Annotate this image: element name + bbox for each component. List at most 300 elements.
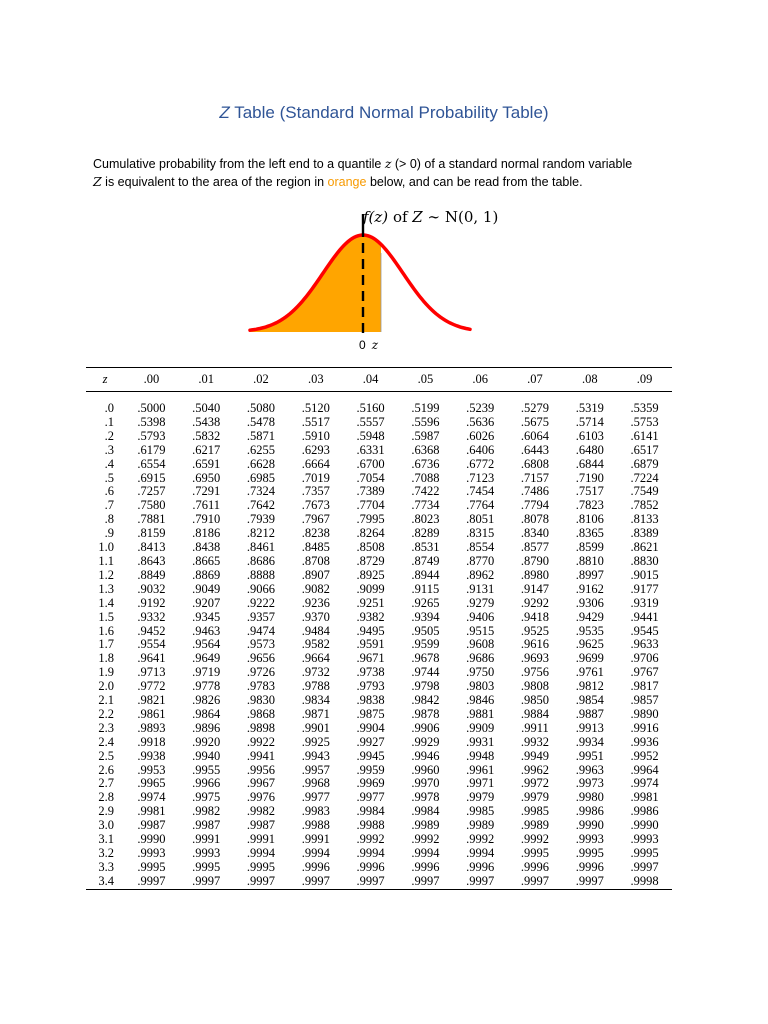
probability-cell: .9671 [356, 651, 385, 666]
z-table-body [86, 392, 672, 890]
probability-cell: .8770 [466, 553, 495, 568]
probability-cell: .9995 [137, 859, 166, 874]
z-value-cell: .3 [104, 442, 114, 457]
table-row [86, 722, 672, 736]
probability-cell: .9977 [301, 790, 330, 805]
probability-cell: .9099 [356, 581, 385, 596]
probability-cell: .9997 [520, 873, 550, 888]
probability-cell: .6141 [630, 428, 659, 443]
probability-cell: .9998 [630, 873, 659, 888]
probability-cell: .7019 [301, 470, 330, 485]
probability-cell: .6480 [575, 442, 604, 457]
probability-cell: .6772 [466, 456, 495, 471]
z-value-cell: 1.0 [98, 540, 114, 555]
probability-cell: .9515 [466, 623, 495, 638]
probability-cell: .9115 [411, 581, 440, 596]
probability-cell: .8106 [575, 512, 604, 527]
probability-cell: .5160 [356, 401, 385, 415]
probability-cell: .7910 [192, 512, 221, 527]
probability-cell: .8708 [301, 553, 330, 568]
probability-cell: .9997 [192, 873, 221, 888]
probability-cell: .9945 [356, 748, 385, 763]
probability-cell: .8389 [630, 526, 659, 541]
probability-cell: .6736 [411, 456, 440, 471]
probability-cell: .9979 [520, 790, 550, 805]
probability-cell: .9994 [466, 846, 495, 860]
probability-cell: .5557 [356, 414, 385, 429]
probability-cell: .9664 [301, 651, 330, 666]
probability-cell: .9706 [630, 651, 659, 666]
probability-cell: .8531 [411, 540, 440, 555]
z-value-cell: 2.7 [98, 776, 114, 791]
column-header: .04 [362, 372, 379, 386]
probability-cell: .9904 [356, 720, 385, 735]
column-header: .05 [417, 372, 434, 386]
z-value-cell: .9 [104, 526, 114, 541]
probability-cell: .7422 [411, 484, 440, 499]
z-value-cell: 1.8 [98, 651, 114, 666]
probability-cell: .5279 [520, 401, 550, 415]
probability-cell: .9997 [630, 859, 659, 874]
probability-cell: .9980 [575, 790, 604, 805]
probability-cell: .9988 [356, 818, 385, 833]
column-header: .01 [198, 372, 214, 386]
column-header: .06 [472, 372, 488, 386]
probability-cell: .9997 [411, 873, 440, 888]
probability-cell: .8925 [356, 567, 385, 582]
table-row [86, 750, 672, 764]
probability-cell: .9131 [466, 581, 495, 596]
z-value-cell: 1.7 [98, 637, 114, 652]
probability-cell: .9997 [301, 873, 330, 888]
probability-cell: .6026 [466, 428, 495, 443]
probability-cell: .7357 [301, 484, 330, 499]
table-row [86, 847, 672, 861]
probability-cell: .9890 [630, 706, 659, 721]
probability-cell: .9861 [137, 706, 166, 721]
corner-header: z [102, 372, 108, 386]
probability-cell: .9961 [466, 762, 495, 777]
probability-cell: .9641 [137, 651, 166, 666]
intro-z-var: Z [93, 174, 102, 189]
z-value-cell: .7 [104, 498, 114, 513]
probability-cell: .9474 [246, 623, 276, 638]
probability-cell: .7764 [466, 498, 495, 513]
z-value-cell: 2.0 [98, 679, 114, 694]
probability-cell: .9162 [575, 581, 604, 596]
probability-cell: .9986 [630, 804, 659, 819]
probability-cell: .9719 [192, 665, 221, 680]
probability-cell: .9995 [575, 846, 604, 860]
probability-cell: .6591 [192, 456, 221, 471]
probability-cell: .9842 [411, 693, 440, 708]
probability-cell: .9370 [301, 609, 330, 624]
probability-cell: .9974 [137, 790, 166, 805]
probability-cell: .9960 [411, 762, 440, 777]
z-value-cell: 2.9 [98, 804, 114, 819]
probability-cell: .9993 [137, 846, 166, 860]
probability-cell: .9332 [137, 609, 166, 624]
probability-cell: .9953 [137, 762, 166, 777]
probability-cell: .9982 [192, 804, 221, 819]
intro-text-1: Cumulative probability from the left end to a quantile [93, 157, 385, 171]
probability-cell: .9964 [630, 762, 659, 777]
probability-cell: .7823 [575, 498, 604, 513]
probability-cell: .9990 [575, 818, 604, 833]
probability-cell: .9948 [466, 748, 495, 763]
probability-cell: .9981 [137, 804, 166, 819]
intro-text-4: below, and can be read from the table. [366, 175, 583, 189]
probability-cell: .9082 [301, 581, 330, 596]
probability-cell: .5871 [246, 428, 276, 443]
z-value-cell: 1.6 [98, 623, 114, 638]
probability-cell: .8729 [356, 553, 385, 568]
probability-cell: .9993 [192, 846, 221, 860]
probability-cell: .9875 [356, 706, 385, 721]
z-value-cell: 3.2 [98, 846, 114, 860]
probability-cell: .9345 [192, 609, 221, 624]
probability-cell: .6217 [192, 442, 221, 457]
probability-cell: .9941 [246, 748, 276, 763]
probability-cell: .9192 [137, 595, 166, 610]
probability-cell: .5517 [301, 414, 330, 429]
probability-cell: .8365 [575, 526, 604, 541]
probability-cell: .5239 [466, 401, 495, 415]
probability-cell: .9981 [630, 790, 659, 805]
probability-cell: .7704 [356, 498, 385, 513]
probability-cell: .9987 [137, 818, 166, 833]
probability-cell: .9951 [575, 748, 604, 763]
probability-cell: .9995 [246, 859, 276, 874]
table-row [86, 485, 672, 499]
probability-cell: .9906 [411, 720, 440, 735]
table-row [86, 680, 672, 694]
probability-cell: .9994 [356, 846, 385, 860]
z-value-cell: 2.3 [98, 720, 114, 735]
probability-cell: .9505 [411, 623, 440, 638]
probability-cell: .9830 [246, 693, 276, 708]
table-row [86, 819, 672, 833]
probability-cell: .8023 [411, 512, 440, 527]
probability-cell: .5319 [575, 401, 604, 415]
probability-cell: .5438 [192, 414, 221, 429]
table-row [86, 638, 672, 652]
probability-cell: .8051 [466, 512, 495, 527]
probability-cell: .9292 [520, 595, 550, 610]
probability-cell: .9995 [192, 859, 221, 874]
probability-cell: .9049 [192, 581, 221, 596]
probability-cell: .9936 [630, 734, 659, 749]
probability-cell: .9726 [246, 665, 276, 680]
z-value-cell: .2 [104, 428, 114, 443]
probability-cell: .8944 [411, 567, 440, 582]
probability-cell: .9988 [301, 818, 330, 833]
probability-cell: .9990 [137, 832, 166, 847]
probability-cell: .6554 [137, 456, 166, 471]
probability-cell: .5753 [630, 414, 659, 429]
z-value-cell: 3.0 [98, 818, 114, 833]
probability-cell: .7054 [356, 470, 385, 485]
probability-cell: .9744 [411, 665, 440, 680]
probability-cell: .6628 [246, 456, 276, 471]
probability-cell: .9846 [466, 693, 495, 708]
probability-cell: .5199 [411, 401, 440, 415]
table-row [86, 499, 672, 513]
probability-cell: .9991 [192, 832, 221, 847]
probability-cell: .9357 [246, 609, 276, 624]
table-row [86, 392, 672, 416]
probability-cell: .9927 [356, 734, 385, 749]
probability-cell: .9207 [192, 595, 221, 610]
probability-cell: .9972 [520, 776, 550, 791]
page-title [0, 103, 768, 123]
probability-cell: .9922 [246, 734, 276, 749]
intro-text-3: is equivalent to the area of the region in [101, 175, 328, 189]
probability-cell: .9931 [466, 734, 495, 749]
probability-cell: .9997 [466, 873, 495, 888]
z-value-cell: 2.5 [98, 748, 114, 763]
probability-cell: .9898 [246, 720, 276, 735]
probability-cell: .9793 [356, 679, 385, 694]
probability-cell: .9989 [411, 818, 440, 833]
probability-cell: .9484 [301, 623, 330, 638]
of-label: of [388, 208, 413, 226]
column-header: .07 [527, 372, 543, 386]
probability-cell: .9251 [356, 595, 385, 610]
table-row [86, 833, 672, 847]
probability-cell: .5832 [192, 428, 221, 443]
normal-curve-figure [245, 205, 535, 355]
probability-cell: .6664 [301, 456, 330, 471]
table-row [86, 777, 672, 791]
probability-cell: .9871 [301, 706, 330, 721]
probability-cell: .7967 [301, 512, 330, 527]
probability-cell: .9969 [356, 776, 385, 791]
table-row [86, 611, 672, 625]
probability-cell: .9966 [192, 776, 221, 791]
probability-cell: .9991 [301, 832, 330, 847]
probability-cell: .9984 [356, 804, 385, 819]
probability-cell: .6443 [520, 442, 550, 457]
table-row [86, 666, 672, 680]
probability-cell: .5080 [246, 401, 276, 415]
probability-cell: .6064 [520, 428, 550, 443]
probability-cell: .9985 [466, 804, 495, 819]
column-header: .08 [581, 372, 598, 386]
probability-cell: .9992 [466, 832, 495, 847]
probability-cell: .9955 [192, 762, 221, 777]
probability-cell: .9306 [575, 595, 604, 610]
probability-cell: .8749 [411, 553, 440, 568]
table-row [86, 652, 672, 666]
probability-cell: .5000 [137, 401, 166, 415]
probability-cell: .9418 [520, 609, 550, 624]
probability-cell: .8078 [520, 512, 550, 527]
intro-highlight: orange [327, 175, 367, 189]
probability-cell: .9826 [192, 693, 221, 708]
probability-cell: .9535 [575, 623, 604, 638]
probability-cell: .8508 [356, 540, 385, 555]
z-value-cell: 2.1 [98, 693, 114, 708]
probability-cell: .9656 [246, 651, 276, 666]
probability-cell: .9812 [575, 679, 604, 694]
probability-cell: .6808 [520, 456, 550, 471]
fz-label: f(z) [363, 208, 389, 226]
table-row [86, 416, 672, 430]
probability-cell: .9817 [630, 679, 659, 694]
probability-cell: .5793 [137, 428, 166, 443]
probability-cell: .9783 [246, 679, 276, 694]
probability-cell: .9821 [137, 693, 166, 708]
probability-cell: .9920 [192, 734, 221, 749]
probability-cell: .9968 [301, 776, 330, 791]
probability-cell: .9616 [520, 637, 550, 652]
intro-z-symbol: z [384, 156, 392, 171]
probability-cell: .9868 [246, 706, 276, 721]
table-row [86, 708, 672, 722]
probability-cell: .9925 [301, 734, 330, 749]
probability-cell: .8315 [466, 526, 495, 541]
probability-cell: .9686 [466, 651, 495, 666]
probability-cell: .7157 [520, 470, 550, 485]
probability-cell: .9996 [575, 859, 604, 874]
probability-cell: .9978 [411, 790, 440, 805]
probability-cell: .6915 [137, 470, 166, 485]
probability-cell: .9788 [301, 679, 330, 694]
probability-cell: .9429 [575, 609, 604, 624]
probability-cell: .6985 [246, 470, 276, 485]
table-row [86, 458, 672, 472]
normal-curve-svg [245, 205, 535, 355]
probability-cell: .9319 [630, 595, 659, 610]
probability-cell: .7673 [301, 498, 330, 513]
table-row [86, 569, 672, 583]
probability-cell: .5675 [520, 414, 550, 429]
origin-label: 0 [359, 338, 366, 352]
probability-cell: .6700 [356, 456, 385, 471]
probability-cell: .9382 [356, 609, 385, 624]
probability-cell: .9147 [520, 581, 550, 596]
probability-cell: .9772 [137, 679, 166, 694]
probability-cell: .9990 [630, 818, 659, 833]
intro-text-2: (> 0) of a standard normal random variable [391, 157, 633, 171]
probability-cell: .9633 [630, 637, 659, 652]
title-z: Z [219, 103, 230, 122]
probability-cell: .9798 [411, 679, 440, 694]
probability-cell: .9956 [246, 762, 276, 777]
probability-cell: .8264 [356, 526, 385, 541]
z-axis-label: z [371, 338, 379, 352]
probability-cell: .9971 [466, 776, 495, 791]
z-value-cell: 3.4 [98, 873, 114, 888]
probability-cell: .9554 [137, 637, 166, 652]
probability-cell: .9992 [411, 832, 440, 847]
probability-cell: .9834 [301, 693, 330, 708]
probability-cell: .9949 [520, 748, 550, 763]
probability-cell: .8997 [575, 567, 604, 582]
probability-cell: .5948 [356, 428, 385, 443]
probability-cell: .5398 [137, 414, 166, 429]
probability-cell: .9952 [630, 748, 659, 763]
probability-cell: .9236 [301, 595, 330, 610]
probability-cell: .8643 [137, 553, 166, 568]
probability-cell: .7123 [466, 470, 495, 485]
probability-cell: .9932 [520, 734, 550, 749]
probability-cell: .9699 [575, 651, 604, 666]
probability-cell: .9761 [575, 665, 604, 680]
probability-cell: .5120 [301, 401, 330, 415]
probability-cell: .9943 [301, 748, 330, 763]
probability-cell: .8869 [192, 567, 221, 582]
table-row [86, 625, 672, 639]
probability-cell: .9625 [575, 637, 604, 652]
probability-cell: .9582 [301, 637, 330, 652]
probability-cell: .9996 [466, 859, 495, 874]
probability-cell: .6879 [630, 456, 659, 471]
probability-cell: .8212 [246, 526, 276, 541]
probability-cell: .9394 [411, 609, 440, 624]
z-value-cell: .8 [104, 512, 114, 527]
z-value-cell: .1 [104, 414, 114, 429]
probability-cell: .9678 [411, 651, 440, 666]
probability-cell: .9985 [520, 804, 550, 819]
probability-cell: .5636 [466, 414, 495, 429]
probability-cell: .7324 [246, 484, 276, 499]
z-value-cell: 1.1 [98, 553, 114, 568]
probability-cell: .9991 [246, 832, 276, 847]
probability-cell: .8665 [192, 553, 221, 568]
table-row [86, 861, 672, 875]
z-value-cell: .5 [104, 470, 114, 485]
table-row [86, 875, 672, 889]
probability-cell: .9495 [356, 623, 385, 638]
probability-cell: .9911 [521, 720, 549, 735]
probability-cell: .9974 [630, 776, 659, 791]
probability-cell: .9994 [301, 846, 330, 860]
probability-cell: .9913 [575, 720, 604, 735]
probability-cell: .9984 [411, 804, 440, 819]
probability-cell: .9929 [411, 734, 440, 749]
probability-cell: .9987 [246, 818, 276, 833]
probability-cell: .9808 [520, 679, 550, 694]
header-row [86, 368, 672, 392]
probability-cell: .7881 [137, 512, 166, 527]
probability-cell: .9599 [411, 637, 440, 652]
probability-cell: .9441 [630, 609, 659, 624]
probability-cell: .6368 [411, 442, 440, 457]
probability-cell: .6293 [301, 442, 330, 457]
probability-cell: .9989 [466, 818, 495, 833]
probability-cell: .9977 [356, 790, 385, 805]
probability-cell: .8599 [575, 540, 604, 555]
probability-cell: .9909 [466, 720, 495, 735]
probability-cell: .9608 [466, 637, 495, 652]
z-value-cell: .0 [104, 401, 114, 415]
probability-cell: .5596 [411, 414, 440, 429]
table-row [86, 694, 672, 708]
probability-cell: .9573 [246, 637, 276, 652]
probability-cell: .8461 [246, 540, 276, 555]
probability-cell: .9893 [137, 720, 166, 735]
probability-cell: .7517 [575, 484, 604, 499]
probability-cell: .6179 [137, 442, 166, 457]
probability-cell: .9887 [575, 706, 604, 721]
probability-cell: .9693 [520, 651, 550, 666]
probability-cell: .9864 [192, 706, 221, 721]
dist-label: ∼ N(0, 1) [422, 208, 499, 226]
probability-cell: .9452 [137, 623, 166, 638]
probability-cell: .6517 [630, 442, 659, 457]
